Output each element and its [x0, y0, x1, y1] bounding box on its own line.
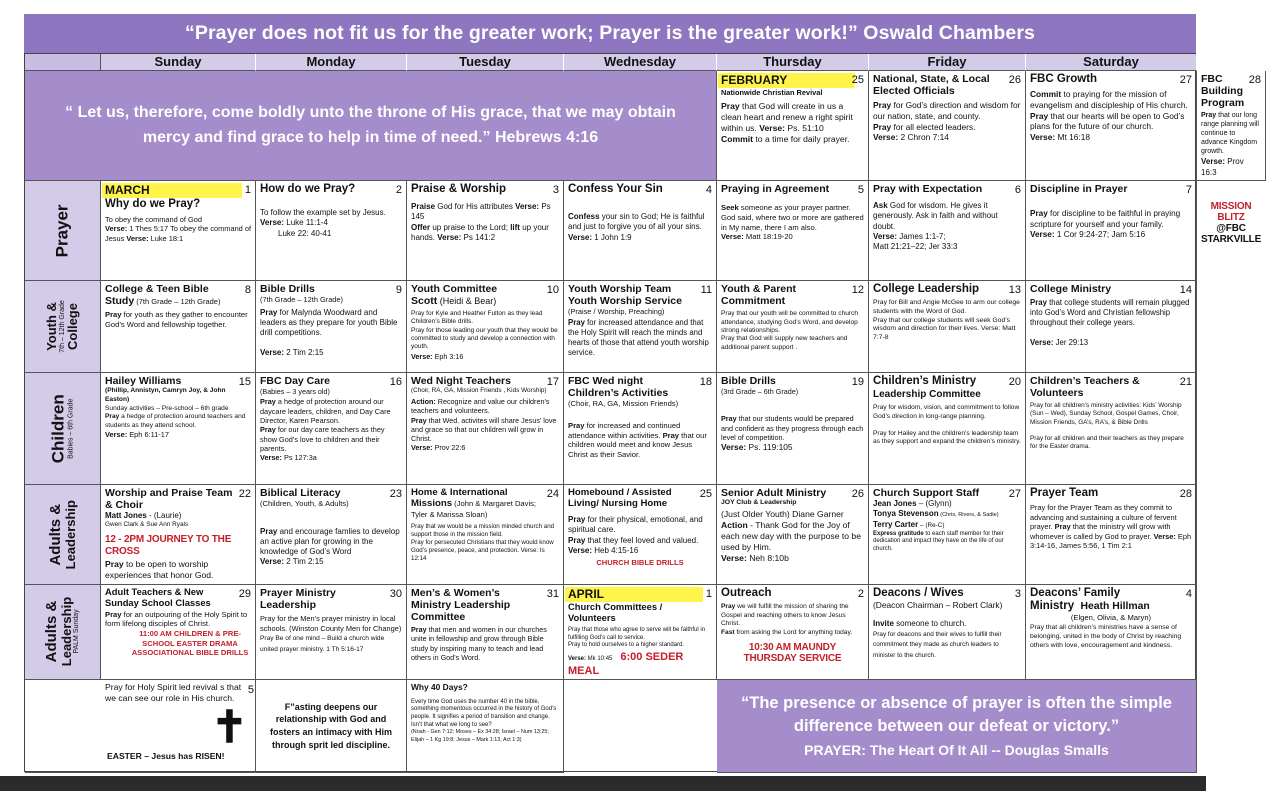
journey-to-cross-event: 12 - 2PM JOURNEY TO THE CROSS [105, 533, 232, 558]
day-number: 25 [851, 74, 864, 86]
day-number: 26 [851, 488, 864, 500]
row-label-children: Children Babies – 6th Grade [25, 373, 101, 485]
cell-title: College Ministry [1030, 283, 1112, 295]
day-number: 18 [699, 376, 712, 388]
cell-title: Praying in Agreement [721, 183, 830, 195]
cell-subtitle: JOY Club & Leadership [721, 499, 797, 507]
day-number: 19 [851, 376, 864, 388]
day-number: 3 [552, 184, 559, 196]
cell-title: Discipline in Prayer [1030, 183, 1128, 195]
day-cell-apr-2 [717, 585, 869, 680]
cell-body: Pray for Malynda Woodward and leaders as they prepare for youth Bible drill competitions. Verse: 2 Tim 2:15 [260, 307, 398, 358]
cell-subtitle: Nationwide Christian Revival [721, 88, 823, 98]
day-cell-mar-12 [717, 281, 869, 373]
day-number: 22 [238, 488, 251, 500]
day-header-wednesday: Wednesday [564, 54, 717, 71]
bottom-bar [0, 776, 1206, 791]
cell-subtitle: (3rd Grade – 6th Grade) [721, 387, 799, 397]
cell-subtitle: (Praise / Worship, Preaching) [568, 307, 665, 317]
cell-title: College Leadership [873, 283, 980, 295]
cell-body: Pray for an outpouring of the Holy Spirit to form lifelong disciples of Christ. [105, 609, 248, 629]
day-number: 29 [238, 588, 251, 600]
day-cell-mar-17 [407, 373, 564, 485]
cell-title: Adult Teachers & New Sunday School Classes [105, 586, 211, 608]
cell-title: Senior Adult Ministry [721, 487, 827, 499]
day-cell-mar-21 [1026, 373, 1197, 485]
day-number: 25 [699, 488, 712, 500]
day-number: 28 [1248, 74, 1262, 86]
fasting-note-cell [256, 680, 407, 773]
mission-blitz-event: MISSION BLITZ @FBC STARKVILLE [1201, 200, 1262, 245]
day-cell-mar-7 [1026, 181, 1197, 281]
day-number: 1 [705, 588, 712, 600]
cell-title: Praise & Worship [411, 183, 507, 195]
day-cell-mar-27 [869, 485, 1026, 585]
day-number: 4 [1185, 588, 1192, 600]
day-number: 4 [705, 184, 712, 196]
day-number: 6 [1014, 184, 1021, 196]
cell-title: FBC Day Care [260, 375, 331, 387]
day-header-friday: Friday [869, 54, 1026, 71]
fasting-note: F”asting deepens our relationship with God and fosters an intimacy with Him through sprit led discipline. [269, 701, 393, 750]
cell-title: Youth Committee Scott (Heidi & Bear) [411, 283, 498, 308]
day-number: 12 [851, 284, 864, 296]
cell-title: Youth & Parent Commitment [721, 283, 797, 308]
cell-subtitle: (Elgen, Olivia, & Maryn) [1070, 613, 1152, 623]
day-number: 5 [857, 184, 864, 196]
day-cell-mar-3 [407, 181, 564, 281]
cell-body: Pray we will fulfill the mission of sharing the Gospel and reaching others to know Jesus Christ. Fast from asking the Lord for anything today. [721, 603, 853, 636]
cell-title: College & Teen Bible Study (7th Grade – 12th Grade) [105, 283, 221, 308]
cell-body: Pray for increased and continued attendance within activities. Pray that our children would meet and know Jesus Christ as their Savior. [568, 420, 707, 459]
cell-subtitle: (Choir, RA, GA, Mission Friends , Kids Worship) [411, 387, 547, 395]
day-number: 7 [1185, 184, 1192, 196]
cell-title: FBC Wed night Children’s Activities [568, 375, 669, 400]
cell-body: To obey the command of God Verse: 1 Thes 5:17 To obey the command of Jesus Verse: Luke 18:1 [105, 214, 252, 243]
cell-body: Pray for their physical, emotional, and spiritual care. Pray that they feel loved and valued. Verse: Heb 4:15-16 [568, 515, 703, 555]
day-number: 15 [238, 376, 251, 388]
day-number: 30 [389, 588, 402, 600]
day-cell-mar-1 [101, 181, 256, 281]
cell-body: Action: Recognize and value our children’s teachers and volunteers. Pray that Wed. activites will share Jesus’ love and grace so that our children will grow in Christ. Verse: Prov 22:6 [411, 397, 557, 453]
cell-title: Homebound / Assisted Living/ Nursing Home [568, 487, 672, 510]
cell-body: Pray that all children’s ministries have a sense of belonging, united in the body of Christ by reaching others with love, encouragement and kindness. [1030, 624, 1182, 649]
day-cell-mar-18 [564, 373, 717, 485]
day-cell-mar-26 [717, 485, 869, 585]
top-scripture-quote: “ Let us, therefore, come boldly unto the throne of His grace, that we may obtain mercy and find grace to help in time of need.” Hebrews 4:16 [25, 71, 717, 181]
bottom-quote [717, 680, 1197, 773]
cell-body: To follow the example set by Jesus. Verse: Luke 11:1-4 Luke 22: 40-41 [260, 208, 386, 238]
cell-body: Pray for all children’s ministry activities: Kids’ Worship (Sun – Wed), Sunday School, Gospel Games, Choir, Mission Friends, GA’s, RA’s, & Bible Drills Pray for all children and their teachers as they prepare for the Easter drama. [1030, 402, 1184, 451]
cell-title: Bible Drills [721, 375, 776, 387]
day-cell-apr-1 [564, 585, 717, 680]
cell-subtitle: (Deacon Chairman – Robert Clark) [873, 600, 1003, 611]
cell-body: Sunday activities – Pre-school – 6th grade Pray a hedge of protection around teachers and students as they attend school. Verse: Eph 6:11-17 [105, 404, 246, 440]
day-number: 16 [389, 376, 402, 388]
cell-body: Pray for youth as they gather to encounter God’s Word and fellowship together. [105, 310, 248, 329]
cell-body: Pray that those who agree to serve will be faithful in fulfilling God’s call to service. Pray to hold ourselves to a higher standard. Verse: Mk 10:45 6:00 SEDER MEAL [568, 626, 706, 678]
maundy-thursday-event: 10:30 AM MAUNDY THURSDAY SERVICE [743, 641, 842, 665]
day-number: 8 [244, 284, 251, 296]
day-cell-mar-31 [407, 585, 564, 680]
day-cell-mar-5 [717, 181, 869, 281]
cell-subtitle: Matt Jones - (Laurie) [105, 511, 182, 521]
day-number: 23 [389, 488, 402, 500]
day-cell-mar-24 [407, 485, 564, 585]
cell-title: Church Support Staff [873, 487, 980, 499]
cell-body: Every time God uses the number 40 in the bible, something momentous occurred in the history of God’s people. It signifies a period of transition and change. Isn’t that what we long to see? (Noah - Gen 7:12; Moses – Ex 34:28; Israel – Num 13:25; Elijah – 1 Kg 19:8; Jesus – Mark 1:13, Act 1:3) [411, 698, 557, 744]
day-cell-mar-29 [101, 585, 256, 680]
day-header-monday: Monday [256, 54, 407, 71]
day-cell-mar-2 [256, 181, 407, 281]
day-cell-feb-28 [1197, 71, 1266, 245]
day-cell-mar-20 [869, 373, 1026, 485]
cell-body: Pray for discipline to be faithful in praying scripture for yourself and your family. Verse: 1 Cor 9:24-27; Jam 5:16 [1030, 209, 1181, 240]
cell-body: Pray that college students will remain plugged into God’s Word and Christian fellowship throughout their college years. Verse: Jer 29:13 [1030, 298, 1190, 347]
day-cell-mar-13 [869, 281, 1026, 373]
day-cell-feb-27 [1026, 71, 1197, 181]
cell-title: National, State, & Local Elected Officials [873, 73, 990, 98]
day-cell-feb-26 [869, 71, 1026, 181]
header-quote: “Prayer does not fit us for the greater work; Prayer is the greater work!” Oswald Chambers [24, 14, 1196, 53]
cell-body: Pray for wisdom, vision, and commitment to follow God’s direction in long-range planning. Pray for Hailey and the children’s leadership team as they support and expand the children’s ministry. [873, 404, 1021, 446]
day-cell-mar-10 [407, 281, 564, 373]
day-cell-mar-15 [101, 373, 256, 485]
day-cell-mar-23 [256, 485, 407, 585]
day-cell-mar-19 [717, 373, 869, 485]
day-header-thursday: Thursday [717, 54, 869, 71]
cell-title: Home & International Missions (John & Margaret Davis; Tyler & Marissa Sloan) [411, 487, 537, 520]
day-cell-mar-6 [869, 181, 1026, 281]
day-cell-mar-14 [1026, 281, 1197, 373]
cell-title: Bible Drills [260, 283, 315, 295]
cell-body: Pray for increased attendance and that the Holy Spirit will reach the minds and hearts of those that attend youth worship service. [568, 317, 709, 357]
cell-body: Express gratitude to each staff member for their dedication and impact they have on the life of our church. [873, 530, 1004, 553]
cell-body: Pray that we would be a mission minded church and support those in the mission field. Pray for persecuted Christians that they would know God’s presence, peace, and protection. Verse: Is 12:14 [411, 523, 555, 562]
cell-body: (Just Older Youth) Diane Garner Action - Thank God for the Joy of each new day with the purpose to be used by Him. Verse: Neh 8:10b [721, 508, 861, 563]
day-header-tuesday: Tuesday [407, 54, 564, 71]
day-number: 14 [1179, 284, 1192, 296]
cell-body: Pray for God’s direction and wisdom for our nation, state, and county. Pray for all elected leaders. Verse: 2 Chron 7:14 [873, 100, 1021, 143]
day-number: 1 [244, 184, 251, 196]
cell-body: Invite someone to church. Pray for deacons and their wives to fulfill their commitment they made as church leaders to minister to the church. [873, 618, 1002, 659]
day-number: 5 [247, 684, 254, 696]
cell-body: Pray to be open to worship experiences that honor God. [105, 559, 214, 581]
bottom-quote-text: “The presence or absence of prayer is often the simple difference between our defeat or victory.” [741, 693, 1172, 736]
cell-title: How do we Pray? [260, 183, 356, 195]
cell-subtitle: (Choir, RA, GA, Mission Friends) [568, 399, 679, 409]
cell-body: Confess your sin to God; He is faithful and just to forgive you of all your sins. Verse: 1 John 1:9 [568, 212, 705, 242]
day-number: 3 [1014, 588, 1021, 600]
cell-title: Prayer Ministry Leadership [260, 587, 336, 612]
cell-subtitle: (Babies – 3 years old) [260, 387, 330, 397]
cell-body: Praise God for His attributes Verse: Ps 145 Offer up praise to the Lord; lift up your hands. Verse: Ps 141:2 [411, 202, 551, 242]
day-cell-mar-9 [256, 281, 407, 373]
calendar-grid [24, 53, 1262, 772]
cell-body: Pray for the Prayer Team as they commit to advancing and sustaining a culture of fervent prayer. Pray that the ministry will grow with whomever is called by God to prayer. Verse: Eph 3:14-16, James 5:56, 1 Tim 2:1 [1030, 503, 1192, 551]
day-cell-mar-16 [256, 373, 407, 485]
cross-icon: ✝ [211, 703, 248, 752]
cell-body: Pray a hedge of protection around our daycare leaders, children, and Day Care Director, Karen Pearson. Pray for our day care teachers as they show God’s love to children and their parents. Verse: Ps 127:3a [260, 397, 391, 463]
cell-title: FBC Building Program [1201, 73, 1245, 110]
cell-body: Pray that God will create in us a clean heart and renew a right spirit within us. Verse: Ps. 51:10 Commit to a time for daily prayer. [721, 100, 853, 144]
day-number: 28 [1179, 488, 1192, 500]
day-number: 21 [1179, 376, 1192, 388]
cell-title: Prayer Team [1030, 487, 1099, 499]
easter-drama-event: 11:00 AM CHILDREN & PRE-SCHOOL EASTER DRAMA ASSOCIATIONAL BIBLE DRILLS [131, 629, 249, 658]
cell-title: Deacons / Wives [873, 587, 964, 599]
day-cell-mar-30 [256, 585, 407, 680]
cell-body: Pray that men and women in our churches unite in fellowship and grow through Bible study by inspiring many to teach and lead others in God’s Word. [411, 625, 547, 662]
day-number: 10 [546, 284, 559, 296]
cell-title: Outreach [721, 587, 772, 599]
easter-message: EASTER – Jesus has RISEN! [107, 751, 225, 761]
cell-body: Pray that our youth will be committed to church attendance, studying God’s Word, and develop strong relationships. Pray that God will supply new teachers and additional parent support . [721, 310, 859, 351]
cell-body: Pray that our students would be prepared and confident as they progress through each level of competition. Verse: Ps. 119:105 [721, 414, 864, 452]
day-cell-apr-4 [1026, 585, 1197, 680]
day-cell-apr-5 [101, 680, 256, 773]
cell-body: Pray for the Men’s prayer ministry in local schools. (Winston County Men for Change) Pray Be of one mind – Build a church wide united prayer ministry. 1 Th 5:16-17 [260, 614, 402, 653]
day-cell-mar-28 [1026, 485, 1197, 585]
cell-title: Children’s Ministry Leadership Committee [873, 375, 981, 401]
day-cell-mar-4 [564, 181, 717, 281]
day-number: 27 [1179, 74, 1192, 86]
day-number: 17 [546, 376, 559, 388]
cell-title: Why 40 Days? [411, 682, 468, 692]
day-header-sunday: Sunday [101, 54, 256, 71]
cell-body: Pray for Holy Spirit led revival s that we can see our role in His church. [105, 682, 242, 703]
day-cell-feb-25 [717, 71, 869, 181]
cell-body: Pray that our long range planning will continue to advance Kingdom growth. Verse: Prov 16:3 [1201, 112, 1259, 177]
cell-body: Ask God for wisdom. He gives it generously. Ask in faith and without doubt. Verse: James 1:1-7; Matt 21:21–22; Jer 33:3 [873, 201, 998, 251]
day-cell-mar-22 [101, 485, 256, 585]
day-cell-mar-11 [564, 281, 717, 373]
day-cell-mar-25 [564, 485, 717, 585]
cell-body: Commit to praying for the mission of evangelism and discipleship of His church. Pray that our hearts will be open to God’s plans for the future of our church. Verse: Mt 16:18 [1030, 89, 1188, 143]
row-label-adults-leadership: Adults & Leadership [25, 485, 101, 585]
row-label-youth-college: Youth & 7th – 12th Grade College [25, 281, 101, 373]
church-bible-drills-event: CHURCH BIBLE DRILLS [596, 558, 684, 567]
day-number: 2 [395, 184, 402, 196]
cell-subtitle: (7th Grade – 12th Grade) [260, 295, 343, 305]
day-number: 26 [1008, 74, 1021, 86]
seder-meal-event: 6:00 SEDER MEAL [568, 651, 684, 678]
cell-body: Pray for Kyle and Heather Fulton as they lead Children’s Bible drills. Pray for those leading our youth that they would be committed to study and develop a connection with youth. Verse: Eph 3:16 [411, 310, 558, 361]
cell-subtitle: (Phillip, Annistyn, Camryn Joy, & John Easton) [105, 387, 226, 403]
why-40-days-cell [407, 680, 564, 773]
cell-body: Pray and encourage famlies to develop an active plan for growing in the knowledge of God’s Word Verse: 2 Tim 2:15 [260, 526, 400, 567]
corner-cell [25, 54, 101, 71]
row-label-prayer: Prayer [25, 181, 101, 281]
cell-title: Confess Your Sin [568, 183, 663, 195]
day-number: 31 [546, 588, 559, 600]
cell-subtitle: (Children, Youth, & Adults) [260, 499, 349, 509]
day-number: 11 [700, 284, 712, 296]
cell-body: Seek someone as your prayer partner. God said, where two or more are gathered in My name, there I am also. Verse: Matt 18:19-20 [721, 203, 864, 242]
bottom-quote-attribution: PRAYER: The Heart Of It All -- Douglas Smalls [804, 742, 1109, 759]
cell-title: Church Committees / Volunteers [568, 601, 663, 624]
cell-title: Hailey Williams [105, 375, 182, 387]
cell-title: Children’s Teachers & Volunteers [1030, 375, 1140, 400]
row-label-adults-leadership-palm: Adults & Leadership PALM Sunday [25, 585, 101, 680]
day-number: 27 [1008, 488, 1021, 500]
cell-title: Youth Worship Team Youth Worship Service [568, 283, 682, 308]
cell-title: Worship and Praise Team & Choir [105, 487, 233, 512]
day-number: 24 [546, 488, 559, 500]
cell-title: Biblical Literacy [260, 487, 341, 499]
cell-title: Wed Night Teachers [411, 375, 511, 387]
cell-title: Deacons’ Family Ministry Heath Hillman [1030, 587, 1150, 613]
cell-subtitle-2: Gwen Clark & Sue Ann Ryals [105, 521, 189, 529]
month-label: MARCH [102, 183, 242, 198]
staff-list: Jean Jones – (Glynn) Tonya Stevenson (Chris, Rivers, & Sadie) Terry Carter – (Re-C) [873, 499, 999, 529]
cell-title: Pray with Expectation [873, 183, 983, 195]
day-header-saturday: Saturday [1026, 54, 1197, 71]
cell-title: Why do we Pray? [105, 198, 201, 211]
month-label: APRIL [565, 587, 703, 602]
day-number: 2 [857, 588, 864, 600]
month-label: FEBRUARY [718, 73, 855, 88]
cell-body: Pray for Bill and Angie McGee to arm our college students with the Word of God. Pray that our college students will seek God’s wisdom and direction for their lives. Verse: Matt 7:7-8 [873, 299, 1020, 341]
cell-title: Men’s & Women’s Ministry Leadership Committee [411, 587, 511, 624]
empty-label-cell [25, 680, 101, 773]
day-cell-mar-8 [101, 281, 256, 373]
day-number: 20 [1008, 376, 1021, 388]
day-number: 9 [395, 284, 402, 296]
cell-title: FBC Growth [1030, 73, 1098, 85]
day-cell-apr-3 [869, 585, 1026, 680]
day-number: 13 [1008, 284, 1021, 296]
